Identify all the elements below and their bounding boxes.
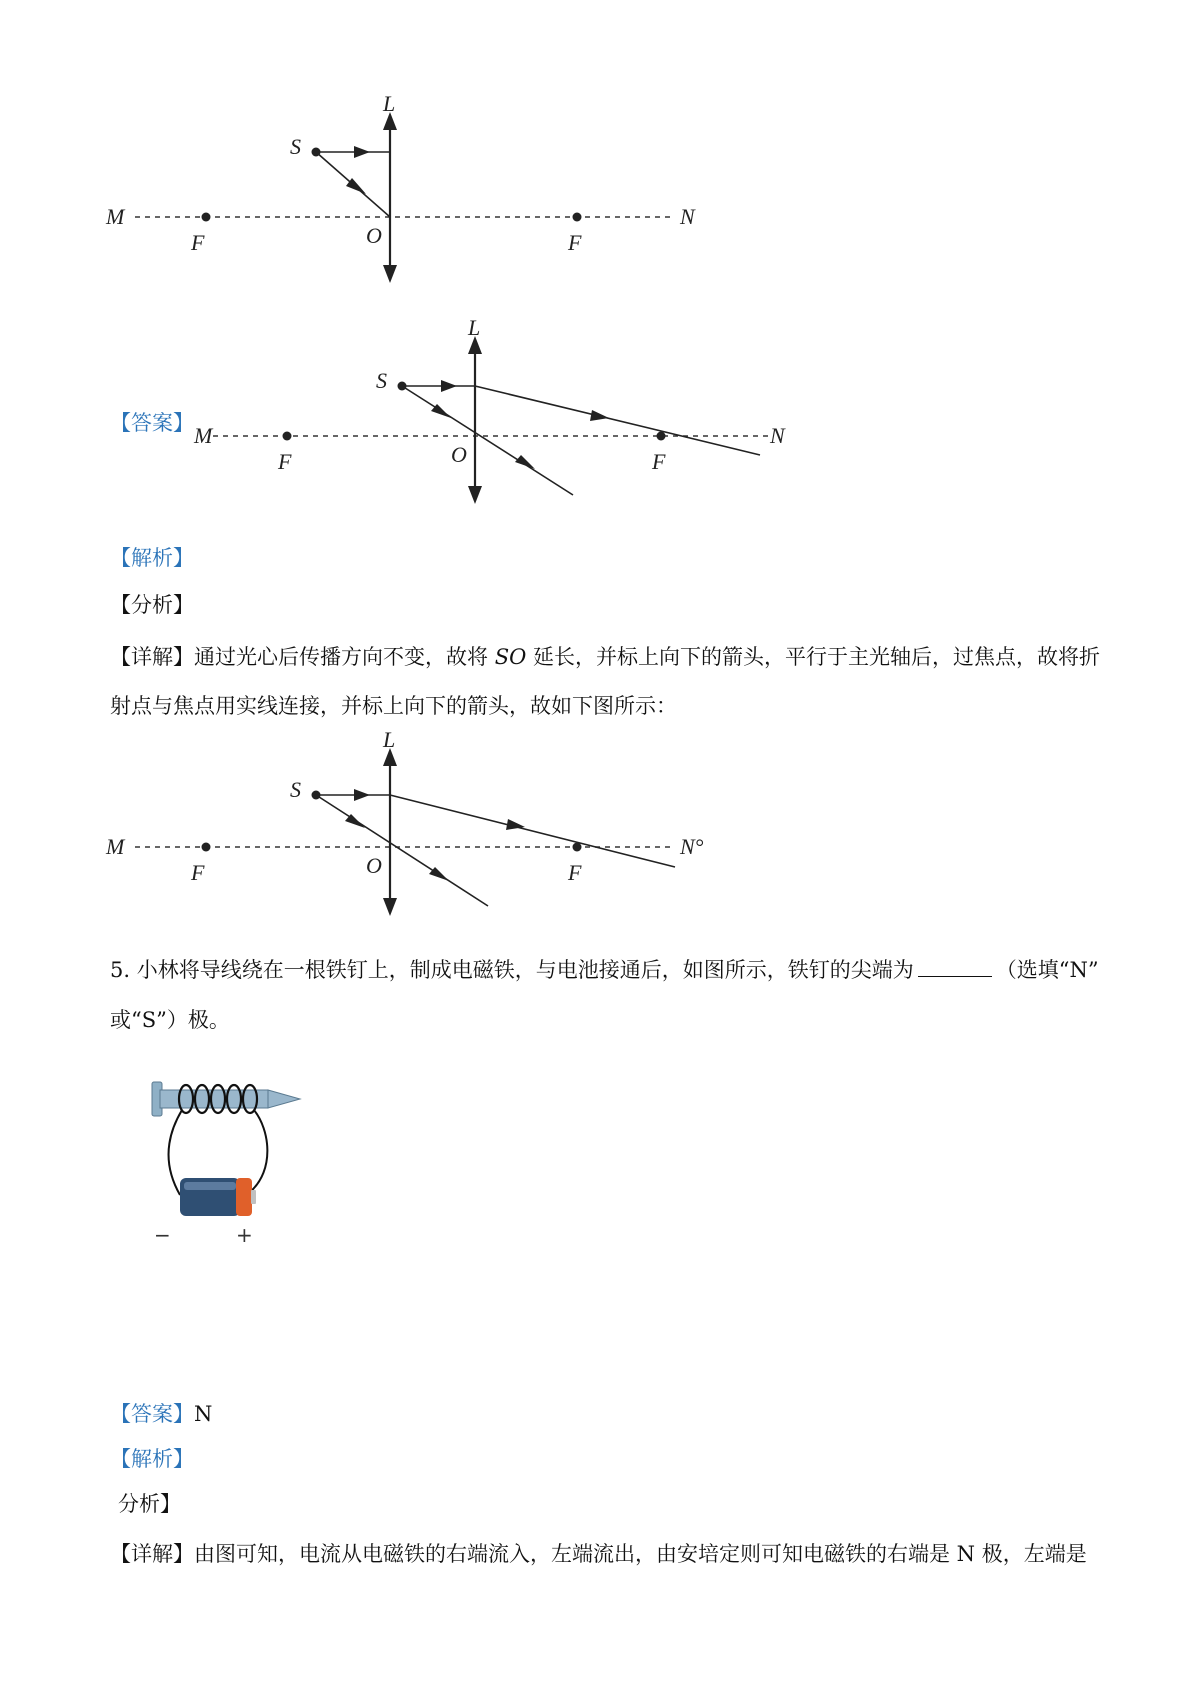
nail-shaft: [160, 1090, 268, 1108]
detail1-text-a: 通过光心后传播方向不变，故将: [194, 645, 495, 669]
answer2-line: [110, 1402, 212, 1426]
analysis2-tag: 【解析】: [110, 1447, 194, 1471]
lens-diagram-detail: [0, 730, 1200, 945]
label-L: L: [383, 730, 396, 752]
label-F-right: F: [652, 449, 666, 474]
ray-horizontal-arrowhead: [354, 789, 370, 801]
lens-diagram-answer: [0, 316, 1200, 531]
electromagnet-figure: [150, 1070, 310, 1250]
ray-oblique-arrowhead-2: [515, 455, 535, 469]
lens-diagram-question: [0, 90, 1200, 305]
focus-left-dot: [202, 843, 211, 852]
wire-left: [169, 1110, 182, 1195]
q5-answer-blank: [918, 958, 992, 977]
label-N: N: [680, 204, 695, 229]
q5-text-b: （选填“N”: [995, 958, 1099, 982]
label-S: S: [290, 134, 301, 159]
label-N-with-dot: N°: [680, 834, 704, 859]
detail1-text-b: 延长，并标上向下的箭头，平行于主光轴后，过焦点，故将折: [526, 645, 1100, 669]
q5-line1: [110, 958, 1099, 982]
label-N: N: [770, 423, 785, 448]
answer1-tag: 【答案】: [110, 411, 194, 435]
label-O: O: [366, 853, 382, 878]
wire-right: [250, 1110, 267, 1192]
battery-terminal: [251, 1190, 256, 1204]
lens-bottom-arrow: [383, 265, 397, 283]
battery-plus-label: +: [236, 1223, 253, 1247]
fenxi2-tag: 分析】: [118, 1492, 181, 1516]
focus-right-dot: [657, 432, 666, 441]
label-L: L: [468, 316, 481, 340]
detail1-so: SO: [494, 645, 527, 669]
q5-line2: 或“S”）极。: [110, 1008, 230, 1032]
label-S: S: [290, 777, 301, 802]
q5-text-a: 5. 小林将导线绕在一根铁钉上，制成电磁铁，与电池接通后，如图所示，铁钉的尖端为: [110, 958, 914, 982]
answer2-tag: 【答案】: [110, 1402, 194, 1426]
label-F-left: F: [191, 860, 205, 885]
ray-refracted-arrowhead: [590, 410, 609, 421]
label-M: M: [194, 423, 213, 448]
analysis1-tag: 【解析】: [110, 546, 194, 570]
label-L: L: [383, 91, 396, 116]
answer2-value: N: [194, 1402, 213, 1426]
source-point-s: [312, 791, 321, 800]
label-S: S: [376, 368, 387, 393]
focus-right-dot: [573, 843, 582, 852]
focus-right-dot: [573, 213, 582, 222]
label-F-left: F: [191, 230, 205, 255]
label-F-left: F: [278, 449, 292, 474]
lens-bottom-arrow: [468, 486, 482, 504]
ray-horizontal-arrowhead: [354, 146, 370, 158]
battery-highlight: [184, 1182, 236, 1190]
detail2-line: [110, 1542, 1087, 1566]
nail-tip: [268, 1090, 300, 1108]
detail1-tag: 【详解】: [110, 645, 194, 669]
focus-left-dot: [202, 213, 211, 222]
label-M: M: [106, 204, 125, 229]
lens-bottom-arrow: [383, 898, 397, 916]
fenxi1-tag: 【分析】: [110, 593, 194, 617]
label-F-right: F: [568, 860, 582, 885]
detail1-line2: 射点与焦点用实线连接，并标上向下的箭头，故如下图所示：: [110, 694, 677, 718]
ray-through-center: [316, 795, 488, 906]
detail1-line1: [110, 645, 1100, 669]
ray-horizontal-arrowhead: [441, 380, 457, 392]
source-point-s: [312, 148, 321, 157]
detail2-text: 由图可知，电流从电磁铁的右端流入，左端流出，由安培定则可知电磁铁的右端是 N 极，左端是: [194, 1542, 1087, 1566]
battery-minus-label: −: [154, 1223, 171, 1247]
battery-positive-cap: [236, 1178, 252, 1216]
detail2-tag: 【详解】: [110, 1542, 194, 1566]
ray-refracted: [475, 386, 760, 455]
label-F-right: F: [568, 230, 582, 255]
label-M: M: [106, 834, 125, 859]
source-point-s: [398, 382, 407, 391]
ray-refracted: [390, 795, 675, 867]
ray-through-center: [402, 386, 573, 495]
label-O: O: [451, 442, 467, 467]
focus-left-dot: [283, 432, 292, 441]
label-O: O: [366, 223, 382, 248]
